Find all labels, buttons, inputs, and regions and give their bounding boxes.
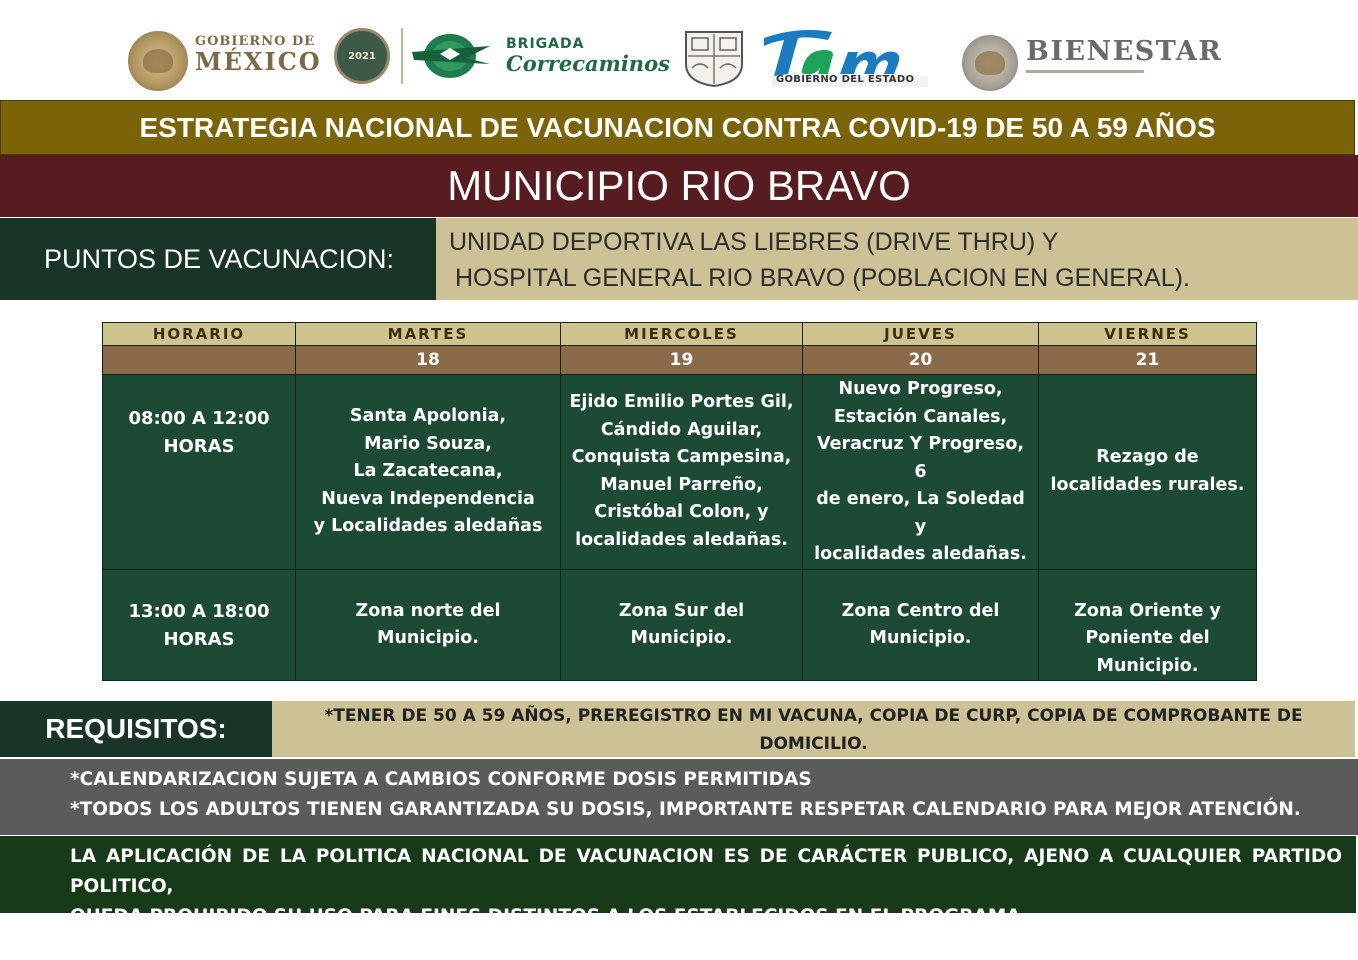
date-martes: 18	[296, 346, 561, 375]
badge-2021: 2021	[334, 28, 390, 84]
tam-subtitle: GOBIERNO DEL ESTADO	[776, 74, 915, 85]
bienestar-subline	[1026, 70, 1144, 73]
time-unit: HORAS	[163, 628, 235, 650]
schedule-dates-row	[103, 346, 1257, 375]
requisitos-value	[272, 701, 1355, 757]
cell-line: Cándido Aguilar,	[600, 419, 763, 440]
cell-line: Municipio.	[869, 628, 972, 648]
municipio-title: MUNICIPIO RIO BRAVO	[0, 155, 1358, 217]
cell-line: localidades aledañas.	[575, 529, 788, 550]
time-cell-afternoon	[103, 569, 296, 681]
time-cell-morning	[103, 375, 296, 570]
time-range: 08:00 A 12:00	[128, 408, 270, 429]
politica-disclaimer	[0, 836, 1356, 927]
schedule-table	[102, 322, 1257, 681]
cell-martes-afternoon	[296, 569, 561, 681]
cell-line: localidades aledañas.	[814, 544, 1027, 564]
cell-jueves-afternoon	[803, 569, 1039, 681]
gobierno-logo-line1: GOBIERNO DE	[195, 34, 316, 49]
cell-line: Nuevo Progreso,	[838, 379, 1003, 399]
header-viernes: VIERNES	[1039, 323, 1257, 346]
cell-line: Rezago de	[1096, 447, 1199, 468]
logo-header	[0, 0, 1358, 100]
puntos-vacunacion-value	[436, 218, 1358, 300]
cell-viernes-morning	[1039, 375, 1257, 570]
cell-line: Estación Canales,	[833, 406, 1008, 427]
cell-line: Veracruz Y Progreso, 6	[817, 434, 1024, 482]
cell-jueves-morning	[803, 375, 1039, 570]
notes-band	[0, 759, 1358, 835]
cell-line: y Localidades aledañas	[313, 516, 543, 536]
brigada-line1: BRIGADA	[506, 36, 585, 52]
cell-line: Zona Oriente y	[1074, 600, 1221, 621]
puntos-line1: UNIDAD DEPORTIVA LAS LIEBRES (DRIVE THRU) Y	[449, 228, 1059, 256]
cell-line: localidades rurales.	[1050, 474, 1245, 495]
cell-line: Poniente del	[1085, 628, 1210, 648]
cell-miercoles-afternoon	[561, 569, 803, 681]
date-viernes: 21	[1039, 346, 1257, 375]
time-range: 13:00 A 18:00	[128, 600, 270, 622]
schedule-header-row	[103, 323, 1257, 346]
brigada-line2: Correcaminos	[506, 51, 670, 76]
cell-viernes-afternoon	[1039, 569, 1257, 681]
requisitos-label: REQUISITOS:	[0, 701, 272, 757]
requisitos-line1: *TENER DE 50 A 59 AÑOS, PREREGISTRO EN MI VACUNA, COPIA DE CURP, COPIA DE COMPROBANTE DE	[324, 706, 1303, 726]
header-horario: HORARIO	[103, 323, 296, 346]
bienestar-seal-icon	[962, 35, 1018, 91]
puntos-line2: HOSPITAL GENERAL RIO BRAVO (POBLACION EN GENERAL).	[455, 264, 1190, 292]
gobierno-logo-line2: MÉXICO	[195, 47, 322, 76]
table-row	[103, 569, 1257, 681]
cell-line: La Zacatecana,	[353, 461, 503, 481]
time-unit: HORAS	[163, 436, 235, 457]
note-calendarizacion: *CALENDARIZACION SUJETA A CAMBIOS CONFORME DOSIS PERMITIDAS	[70, 769, 812, 790]
cell-line: Zona Centro del	[841, 600, 1000, 621]
tamaulipas-shield-icon	[680, 28, 748, 88]
brigada-correcaminos-icon	[410, 32, 492, 80]
politica-line1: LA APLICACIÓN DE LA POLITICA NACIONAL DE VACUNACION ES DE CARÁCTER PUBLICO, AJENO A CUALQUIER PARTIDO POLITICO,	[70, 846, 1342, 897]
brigada-logo-text	[506, 37, 670, 74]
cell-line: Zona norte del Municipio.	[355, 600, 501, 648]
date-miercoles: 19	[561, 346, 803, 375]
cell-miercoles-morning	[561, 375, 803, 570]
cell-line: Zona Sur del Municipio.	[618, 600, 745, 648]
cell-line: Santa Apolonia,	[349, 406, 507, 426]
cell-line: Nueva Independencia	[321, 488, 535, 509]
logo-divider	[401, 28, 403, 84]
header-miercoles: MIERCOLES	[561, 323, 803, 346]
cell-line: Municipio.	[1096, 655, 1199, 676]
cell-line: Conquista Campesina,	[571, 447, 792, 468]
cell-line: Cristóbal Colon, y	[594, 502, 769, 523]
date-blank	[103, 346, 296, 375]
table-row	[103, 375, 1257, 570]
politica-line2: QUEDA PROHIBIDO SU USO PARA FINES DISTINTOS A LOS ESTABLECIDOS EN EL PROGRAMA	[70, 906, 1021, 927]
requisitos-line2: DOMICILIO.	[759, 734, 868, 754]
puntos-vacunacion-label: PUNTOS DE VACUNACION:	[0, 218, 436, 300]
cell-martes-morning	[296, 375, 561, 570]
estrategia-title: ESTRATEGIA NACIONAL DE VACUNACION CONTRA COVID-19 DE 50 A 59 AÑOS	[0, 100, 1355, 155]
date-jueves: 20	[803, 346, 1039, 375]
header-martes: MARTES	[296, 323, 561, 346]
bienestar-logo: BIENESTAR	[1026, 36, 1223, 67]
cell-line: Mario Souza,	[364, 433, 492, 454]
header-jueves: JUEVES	[803, 323, 1039, 346]
gobierno-seal-icon	[128, 31, 188, 91]
gobierno-logo	[195, 35, 322, 74]
cell-line: Manuel Parreño,	[600, 474, 763, 495]
cell-line: de enero, La Soledad y	[816, 489, 1025, 537]
note-dosis: *TODOS LOS ADULTOS TIENEN GARANTIZADA SU DOSIS, IMPORTANTE RESPETAR CALENDARIO PARA MEJOR ATENCIÓN.	[70, 799, 1301, 820]
cell-line: Ejido Emilio Portes Gil,	[569, 392, 794, 413]
